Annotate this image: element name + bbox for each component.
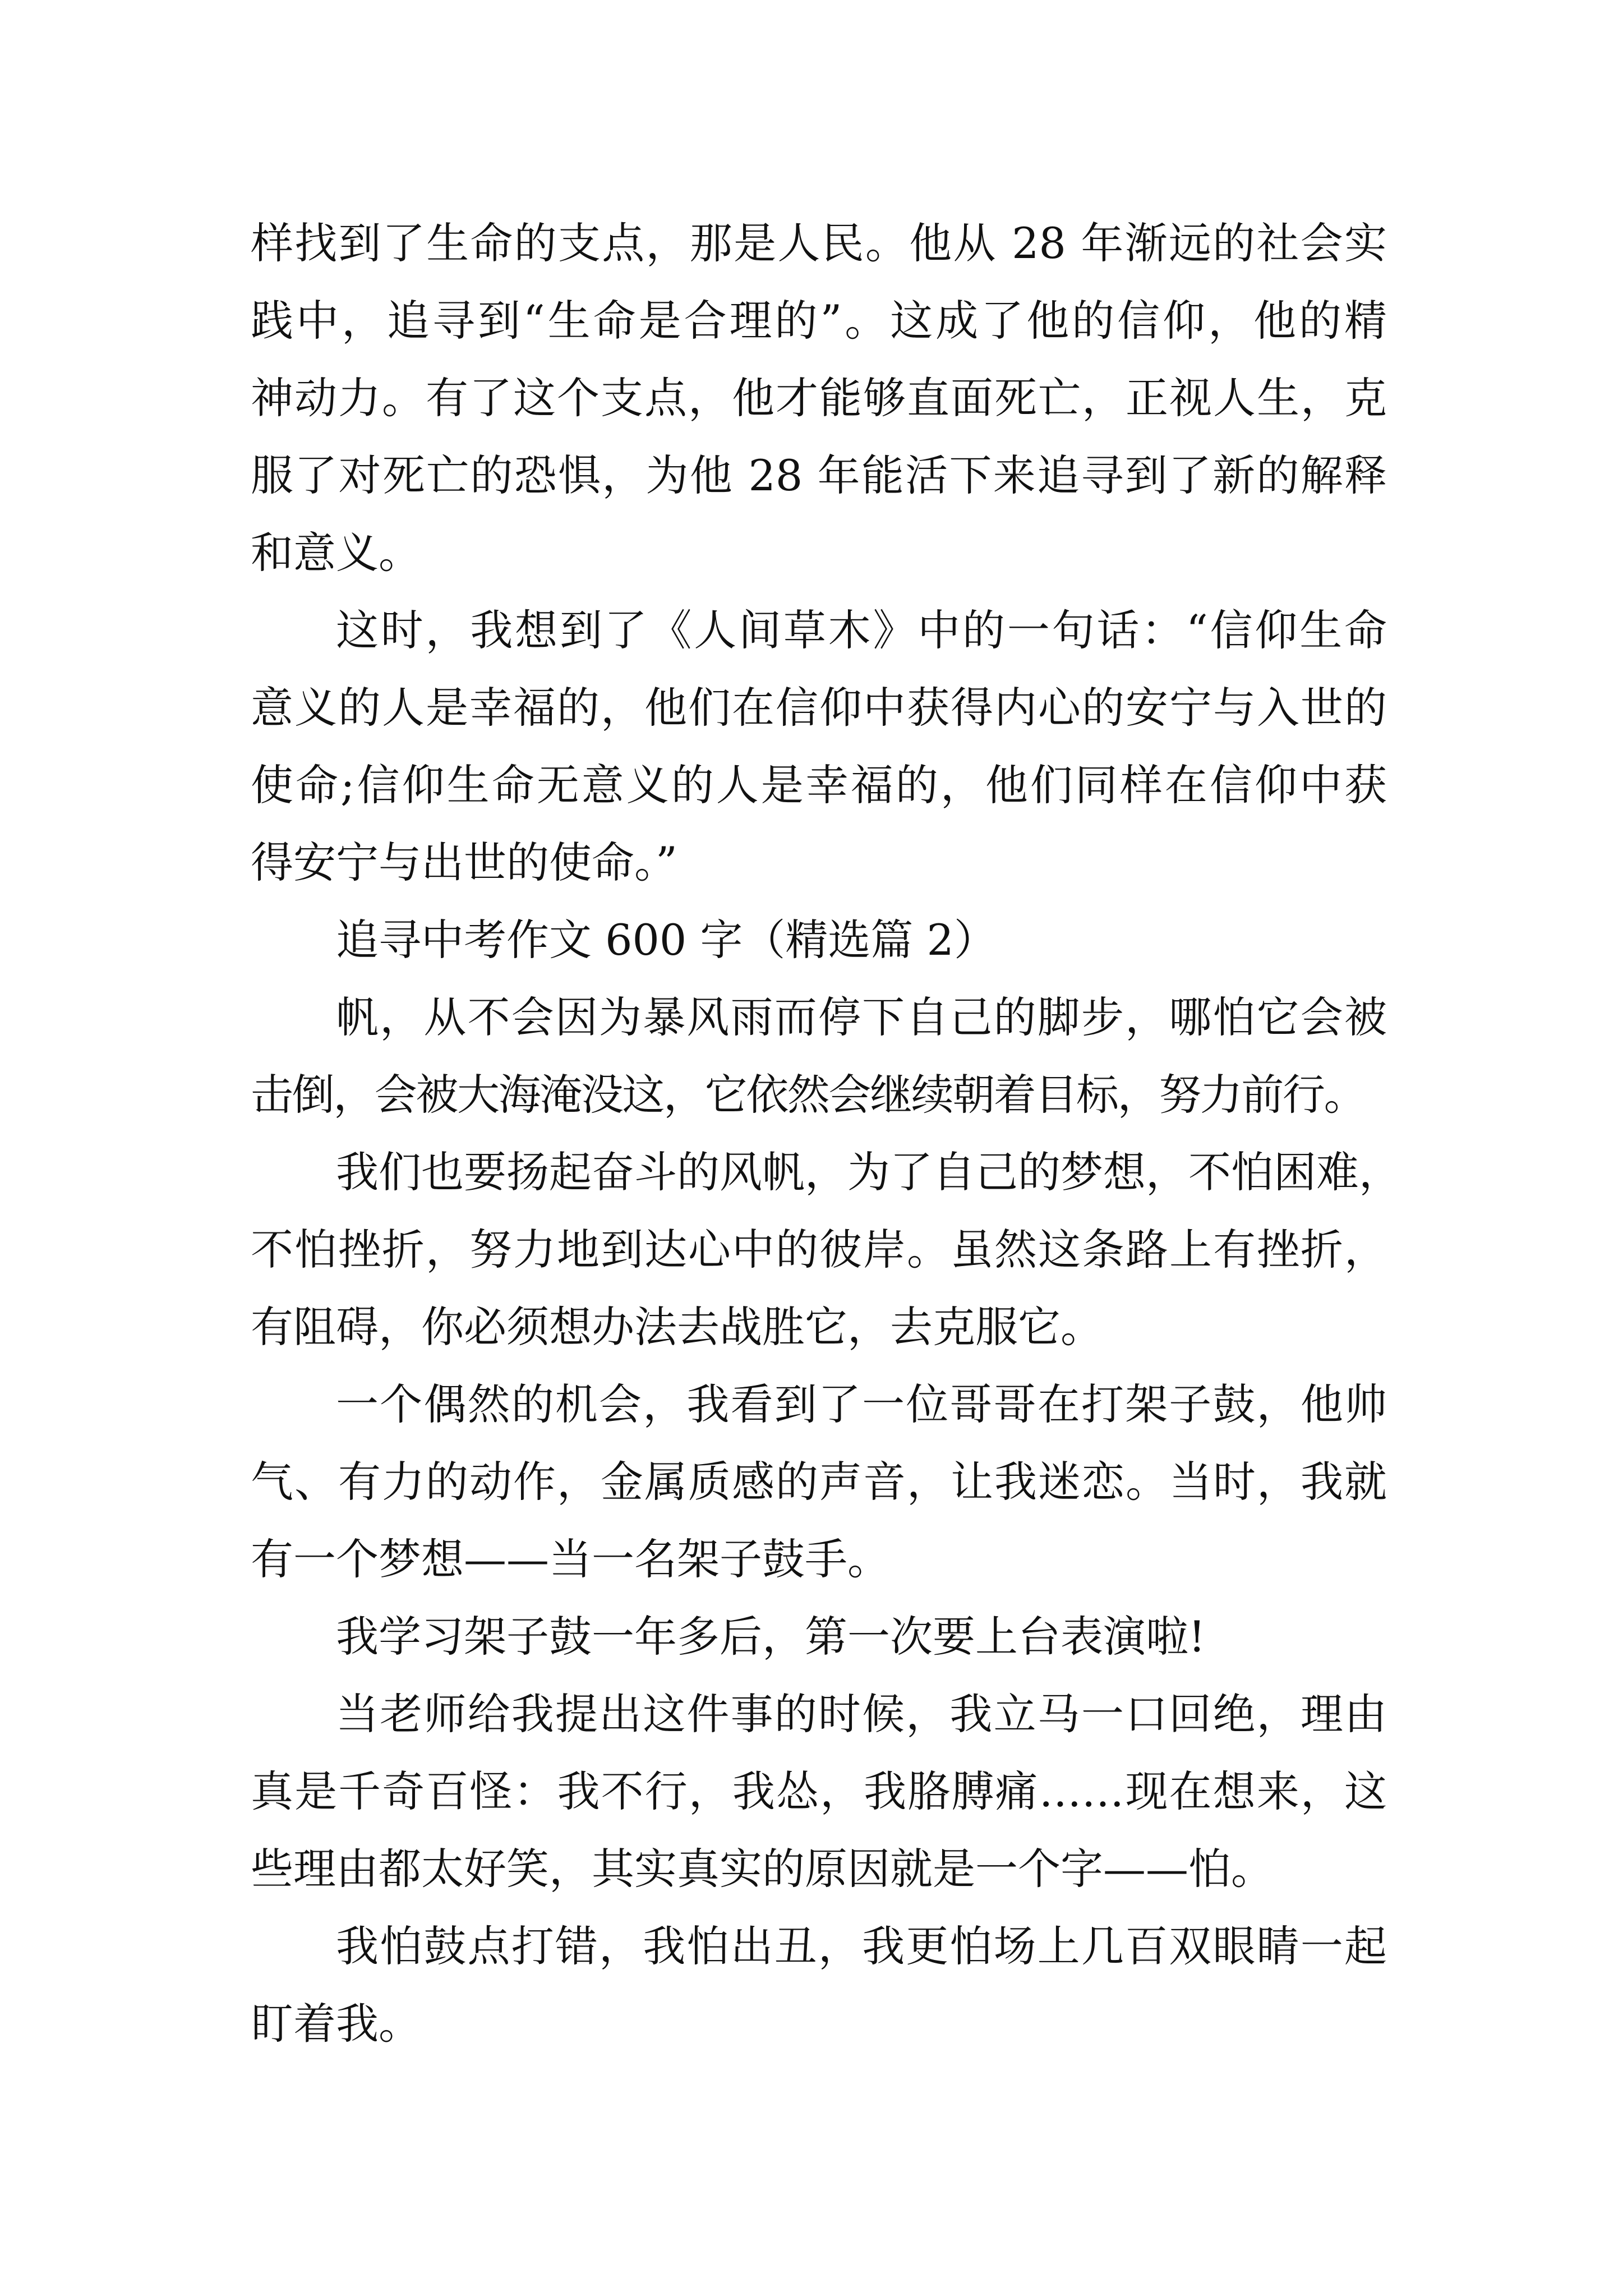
text-line: 有阻碍，你必须想办法去战胜它，去克服它。 xyxy=(251,1302,1103,1352)
paragraph xyxy=(251,1908,1387,2063)
text-line: 帆，从不会因为暴风雨而停下自己的脚步，哪怕它会被 xyxy=(336,992,1387,1042)
text-line: 我怕鼓点打错，我怕出丑，我更怕场上几百双眼睛一起 xyxy=(336,1921,1387,1971)
text-line: 意义的人是幸福的，他们在信仰中获得内心的安宁与入世的 xyxy=(251,683,1387,733)
text-line: 和意义。 xyxy=(251,528,421,578)
text-line: 我们也要扬起奋斗的风帆，为了自己的梦想，不怕困难， xyxy=(336,1147,1401,1197)
text-line: 不怕挫折，努力地到达心中的彼岸。虽然这条路上有挫折， xyxy=(251,1225,1387,1274)
text-line: 气、有力的动作，金属质感的声音，让我迷恋。当时，我就 xyxy=(251,1457,1387,1507)
text-line: 当老师给我提出这件事的时候，我立马一口回绝，理由 xyxy=(336,1689,1387,1739)
paragraph xyxy=(251,979,1387,1134)
paragraph xyxy=(251,1134,1401,1366)
paragraph xyxy=(251,1366,1387,1598)
text-line: 一个偶然的机会，我看到了一位哥哥在打架子鼓，他帅 xyxy=(336,1379,1387,1429)
paragraph xyxy=(251,205,1387,592)
paragraph xyxy=(251,1598,1387,1676)
text-line: 样找到了生命的支点，那是人民。他从 28 年渐远的社会实 xyxy=(251,218,1387,268)
text-line: 这时，我想到了《人间草木》中的一句话：“信仰生命 xyxy=(336,605,1387,655)
section-title-block xyxy=(251,901,1387,979)
text-line: 践中，追寻到“生命是合理的”。这成了他的信仰，他的精 xyxy=(251,296,1387,346)
text-line: 盯着我。 xyxy=(251,1999,421,2049)
document-body xyxy=(251,205,1401,2063)
paragraph xyxy=(251,1676,1387,1908)
text-line: 使命;信仰生命无意义的人是幸福的，他们同样在信仰中获 xyxy=(251,760,1387,810)
text-line: 我学习架子鼓一年多后，第一次要上台表演啦! xyxy=(336,1612,1206,1662)
text-line: 得安宁与出世的使命。” xyxy=(251,838,677,887)
section-title: 追寻中考作文 600 字（精选篇 2） xyxy=(336,915,997,965)
text-line: 神动力。有了这个支点，他才能够直面死亡，正视人生，克 xyxy=(251,373,1387,423)
text-line: 真是千奇百怪：我不行，我怂，我胳膊痛……现在想来，这 xyxy=(251,1766,1387,1816)
paragraph xyxy=(251,592,1387,901)
text-line: 击倒，会被大海淹没这，它依然会继续朝着目标，努力前行。 xyxy=(251,1070,1366,1120)
text-line: 些理由都太好笑，其实真实的原因就是一个字——怕。 xyxy=(251,1844,1274,1894)
text-line: 服了对死亡的恐惧，为他 28 年能活下来追寻到了新的解释 xyxy=(251,450,1387,500)
text-line: 有一个梦想——当一名架子鼓手。 xyxy=(251,1534,890,1584)
